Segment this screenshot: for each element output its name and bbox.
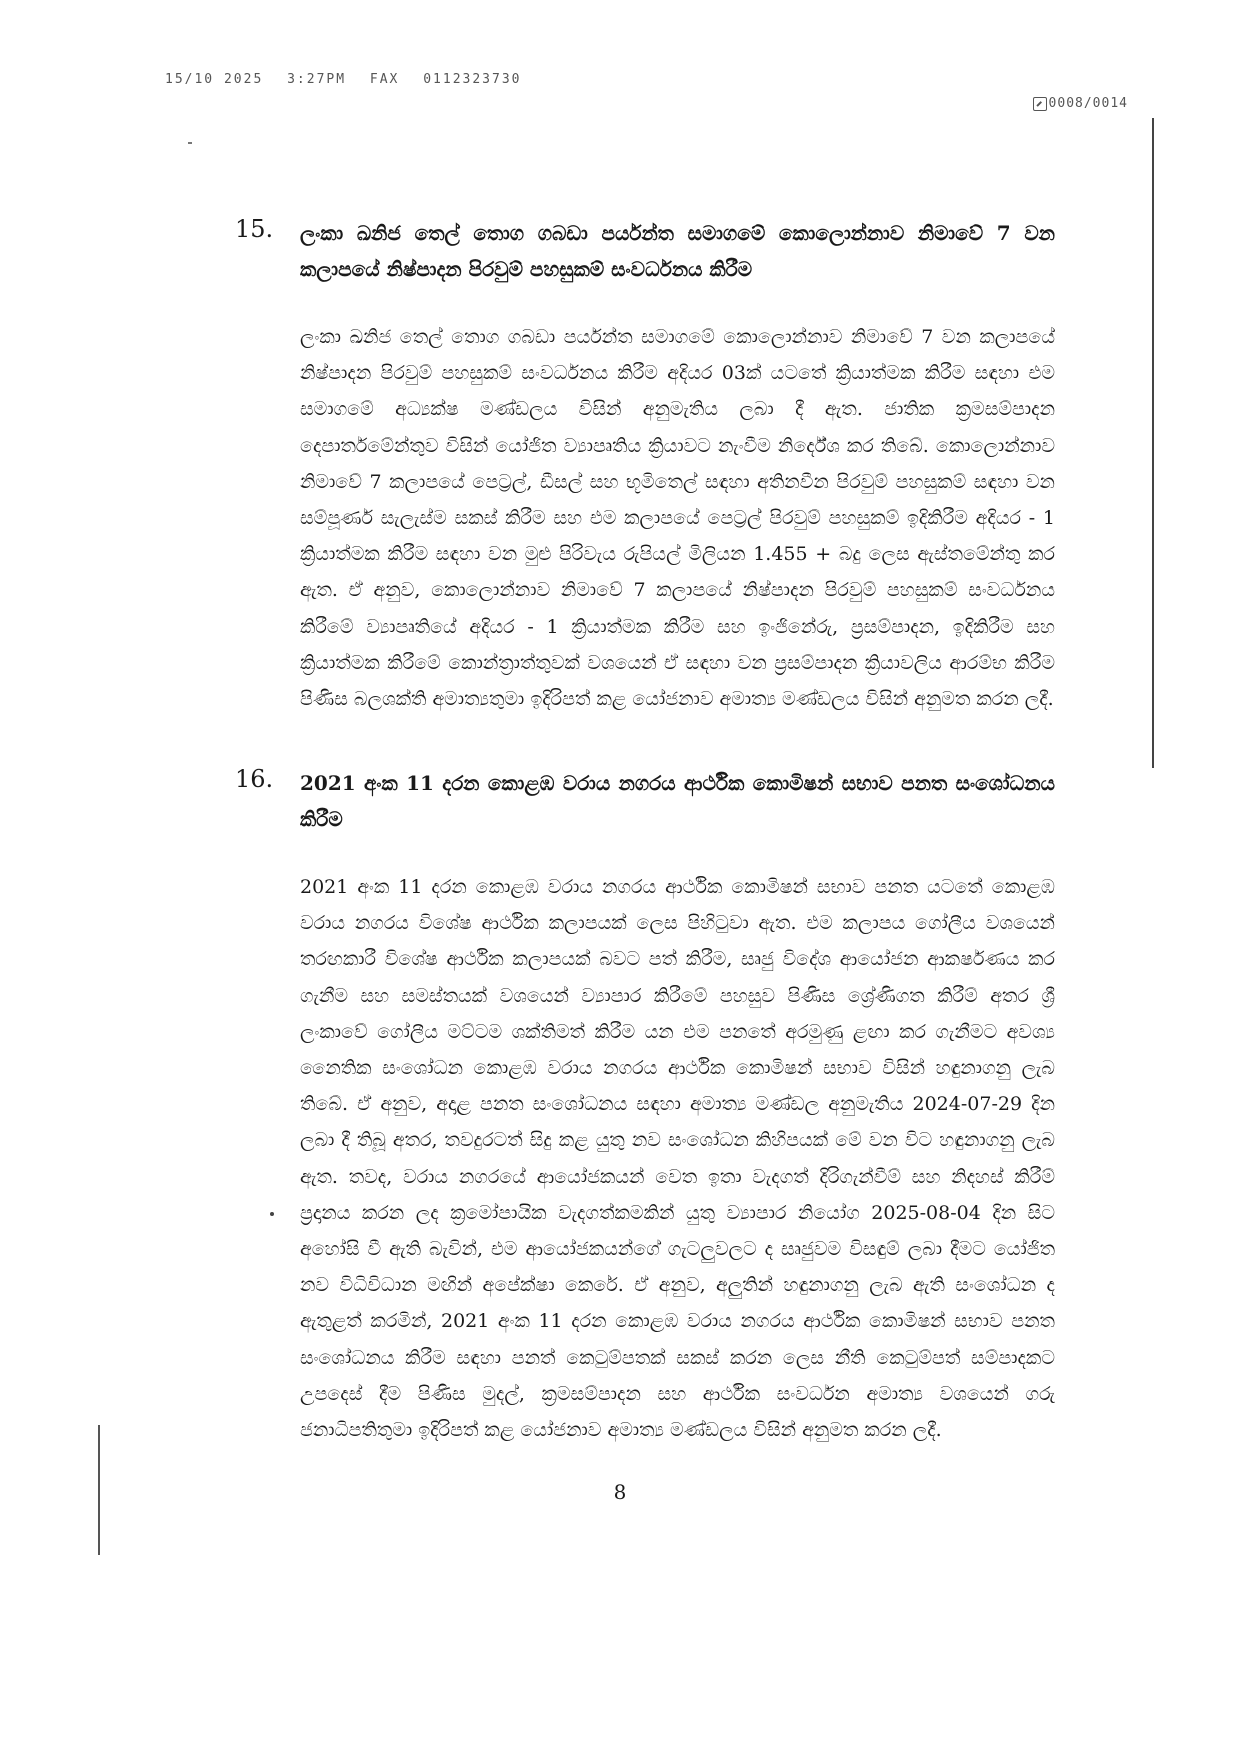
section-title: 2021 අංක 11 දරන කොළඹ වරාය නගරය ආර්ථික කොමිෂන් සභාව පනත සංශෝධනය කිරීම [300,771,1055,831]
scan-margin-line-right [1152,118,1154,768]
section-16 [235,765,1055,1448]
fax-check-icon [1033,97,1047,111]
fax-page-counter [1033,96,1128,111]
fax-date: 15/10 2025 [165,72,264,87]
section-body: ලංකා ඛනිජ තෙල් තොග ගබඩා පර්යන්ත සමාගමේ කොලොන්නාව නිමාවේ 7 වන කලාපයේ නිෂ්පාදන පිරවුම් පහසුකම් සංවර්ධනය කිරීම අදියර 03ක් යටතේ ක්‍රියාත්මක කිරීම සඳහා එම සමාගමේ අධ්‍යක්ෂ මණ්ඩලය විසින් අනුමැතිය ලබා දී ඇත. ජාතික ක්‍රමසම්පාදන දෙපාර්තමේන්තුව විසින් යෝජිත ව්‍යාපෘතිය ක්‍රියාවට නැංවීම නිර්දේශ කර තිබේ. කොලොන්නාව නිමාවේ 7 කලාපයේ පෙට්‍රල්, ඩීසල් සහ භූමිතෙල් සඳහා අතිනවීන පිරවුම් පහසුකම් සඳහා වන සම්පූර්ණ සැලැස්ම සකස් කිරීම සහ එම කලාපයේ පෙට්‍රල් පිරවුම් පහසුකම් ඉදිකිරීම අදියර - 1 ක්‍රියාත්මක කිරීම සඳහා වන මුළු පිරිවැය රුපියල් මිලියන 1.455 + බදු ලෙස ඇස්තමේන්තු කර ඇත. ඒ අනුව, කොලොන්නාව නිමාවේ 7 කලාපයේ නිෂ්පාදන පිරවුම් පහසුකම් සංවර්ධනය කිරීමේ ව්‍යාපෘතියේ අදියර - 1 ක්‍රියාත්මක කිරීම සහ ඉංජිනේරු, ප්‍රසම්පාදන, ඉදිකිරීම සහ ක්‍රියාත්මක කිරීමේ කොන්ත්‍රාත්තුවක් වශයෙන් ඒ සඳහා වන ප්‍රසම්පාදන ක්‍රියාවලිය ආරම්භ කිරීම පිණිස බලශක්ති අමාත්‍යතුමා ඉදිරිපත් කළ යෝජනාව අමාත්‍ය මණ්ඩලය විසින් අනුමත කරන ලදී. [300,326,1055,711]
page-number: 8 [613,1480,627,1504]
section-number: 16. [235,765,274,793]
fax-transmission-header [165,72,536,87]
fax-time: 3:27PM [287,72,347,87]
section-title: ලංකා ඛනිජ තෙල් තොග ගබඩා පර්යන්ත සමාගමේ කොලොන්නාව නිමාවේ 7 වන කලාපයේ නිෂ්පාදන පිරවුම් පහසුකම් සංවර්ධනය කිරීම [300,221,1055,281]
fax-page-label: 0008/0014 [1048,96,1128,111]
fax-number: 0112323730 [423,72,522,87]
section-15 [235,215,1055,717]
section-body: 2021 අංක 11 දරන කොළඹ වරාය නගරය ආර්ථික කොමිෂන් සභාව පනත යටතේ කොළඹ වරාය නගරය විශේෂ ආර්ථික කලාපයක් ලෙස පිහිටුවා ඇත. එම කලාපය ගෝලීය වශයෙන් තරඟකාරී විශේෂ ආර්ථික කලාපයක් බවට පත් කිරීම, සෘජු විදේශ ආයෝජන ආකර්ෂණය කර ගැනීම සහ සමස්තයක් වශයෙන් ව්‍යාපාර කිරීමේ පහසුව පිණිස ශ්‍රේණිගත කිරීම් අතර ශ්‍රී ලංකාවේ ගෝලීය මට්ටම ශක්තිමත් කිරීම යන එම පනතේ අරමුණු ළඟා කර ගැනීමට අවශ්‍ය නෛතික සංශෝධන කොළඹ වරාය නගරය ආර්ථික කොමිෂන් සභාව විසින් හඳුනාගනු ලැබ තිබේ. ඒ අනුව, අදාළ පනත සංශෝධනය සඳහා අමාත්‍ය මණ්ඩල අනුමැතිය 2024-07-29 දින ලබා දී තිබූ අතර, තවදුරටත් සිදු කළ යුතු නව සංශෝධන කිහිපයක් මේ වන විට හඳුනාගනු ලැබ ඇත. තවද, වරාය නගරයේ ආයෝජකයන් වෙත ඉතා වැදගත් දිරිගැන්වීම් සහ නිදහස් කිරීම් ප්‍රදානය කරන ලද ක්‍රමෝපායික වැදගත්කමකින් යුතු ව්‍යාපාර නියෝග 2025-08-04 දින සිට අහෝසි වී ඇති බැවින්, එම ආයෝජකයන්ගේ ගැටලුවලට ද සෘජුවම විසඳුම් ලබා දීමට යෝජිත නව විධිවිධාන මඟින් අපේක්ෂා කෙරේ. ඒ අනුව, අලුතින් හඳුනාගනු ලැබ ඇති සංශෝධන ද ඇතුළත් කරමින්, 2021 අංක 11 දරන කොළඹ වරාය නගරය ආර්ථික කොමිෂන් සභාව පනත සංශෝධනය කිරීම සඳහා පනත් කෙටුම්පතක් සකස් කරන ලෙස නීති කෙටුම්පත් සම්පාදකට උපදෙස් දීම පිණිස මුදල්, ක්‍රමසම්පාදන සහ ආර්ථික සංවර්ධන අමාත්‍ය වශයෙන් ගරු ජනාධිපතිතුමා ඉදිරිපත් කළ යෝජනාව අමාත්‍ය මණ්ඩලය විසින් අනුමත කරන ලදී. [300,876,1056,1442]
fax-label: FAX [369,72,400,87]
section-number: 15. [235,215,274,243]
scan-artifact [188,142,192,144]
